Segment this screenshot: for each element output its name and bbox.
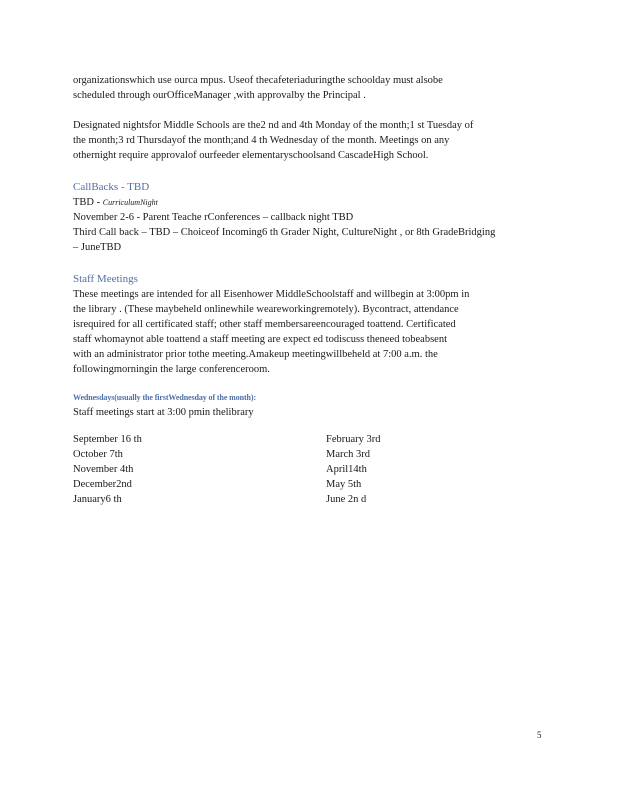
- date-item: November 4th: [73, 464, 134, 475]
- callbacks-line: November 2-6 - Parent Teache rConferences – callback night TBD: [73, 212, 354, 223]
- intro-line: organizationswhich use ourca mpus. Useof thecafeteriaduringthe schoolday must alsobe: [73, 75, 443, 86]
- dates-left-column: [73, 432, 142, 507]
- callbacks-heading: CallBacks - TBD: [73, 181, 150, 193]
- staff-line: followingmorningin the large conferenceroom.: [73, 364, 270, 375]
- tbd-prefix: TBD -: [73, 197, 101, 208]
- staff-meetings-section: [73, 272, 543, 377]
- callbacks-line: Third Call back – TBD – Choiceof Incoming6 th Grader Night, CultureNight , or 8th GradeBridging: [73, 227, 496, 238]
- wednesdays-heading: Wednesdays(usually the firstWednesday of the month):: [73, 393, 257, 402]
- callbacks-line: – JuneTBD: [73, 242, 122, 253]
- callbacks-section: [73, 180, 543, 255]
- intro-paragraph: [73, 73, 543, 103]
- date-item: February 3rd: [326, 434, 381, 445]
- staff-line: with an administrator prior tothe meeting.Amakeup meetingwillbeheld at 7:00 a.m. the: [73, 349, 438, 360]
- date-item: January6 th: [73, 494, 122, 505]
- wednesdays-section: [73, 390, 543, 420]
- date-item: June 2n d: [326, 494, 367, 505]
- designated-line: Designated nightsfor Middle Schools are the2 nd and 4th Monday of the month;1 st Tuesday of: [73, 120, 474, 131]
- staff-line: the library . (These maybeheld onlinewhile weareworkingremotely). Bycontract, attendance: [73, 304, 459, 315]
- dates-right-column: [326, 432, 381, 507]
- staff-line: isrequired for all certificated staff; other staff membersareencouraged toattend. Certificated: [73, 319, 456, 330]
- date-item: September 16 th: [73, 434, 142, 445]
- intro-line: scheduled through ourOfficeManager ,with approvalby the Principal .: [73, 90, 366, 101]
- staff-line: staff whomaynot able toattend a staff meeting are expect ed todiscuss theneed tobeabsent: [73, 334, 447, 345]
- date-item: April14th: [326, 464, 367, 475]
- page-number: 5: [537, 730, 542, 740]
- staff-meetings-heading: Staff Meetings: [73, 273, 138, 285]
- callbacks-tbd-line: [73, 195, 543, 210]
- curriculum-night-label: CurriculumNight: [102, 198, 158, 207]
- date-item: December2nd: [73, 479, 132, 490]
- designated-line: the month;3 rd Thursdayof the month;and 4 th Wednesday of the month. Meetings on any: [73, 135, 450, 146]
- date-item: March 3rd: [326, 449, 371, 460]
- designated-nights-paragraph: [73, 118, 543, 163]
- wednesdays-subline: Staff meetings start at 3:00 pmin thelibrary: [73, 407, 254, 418]
- date-item: October 7th: [73, 449, 123, 460]
- staff-line: These meetings are intended for all Eisenhower MiddleSchoolstaff and willbegin at 3:00pm in: [73, 289, 470, 300]
- designated-line: othernight require approvalof ourfeeder elementaryschoolsand CascadeHigh School.: [73, 150, 429, 161]
- date-item: May 5th: [326, 479, 362, 490]
